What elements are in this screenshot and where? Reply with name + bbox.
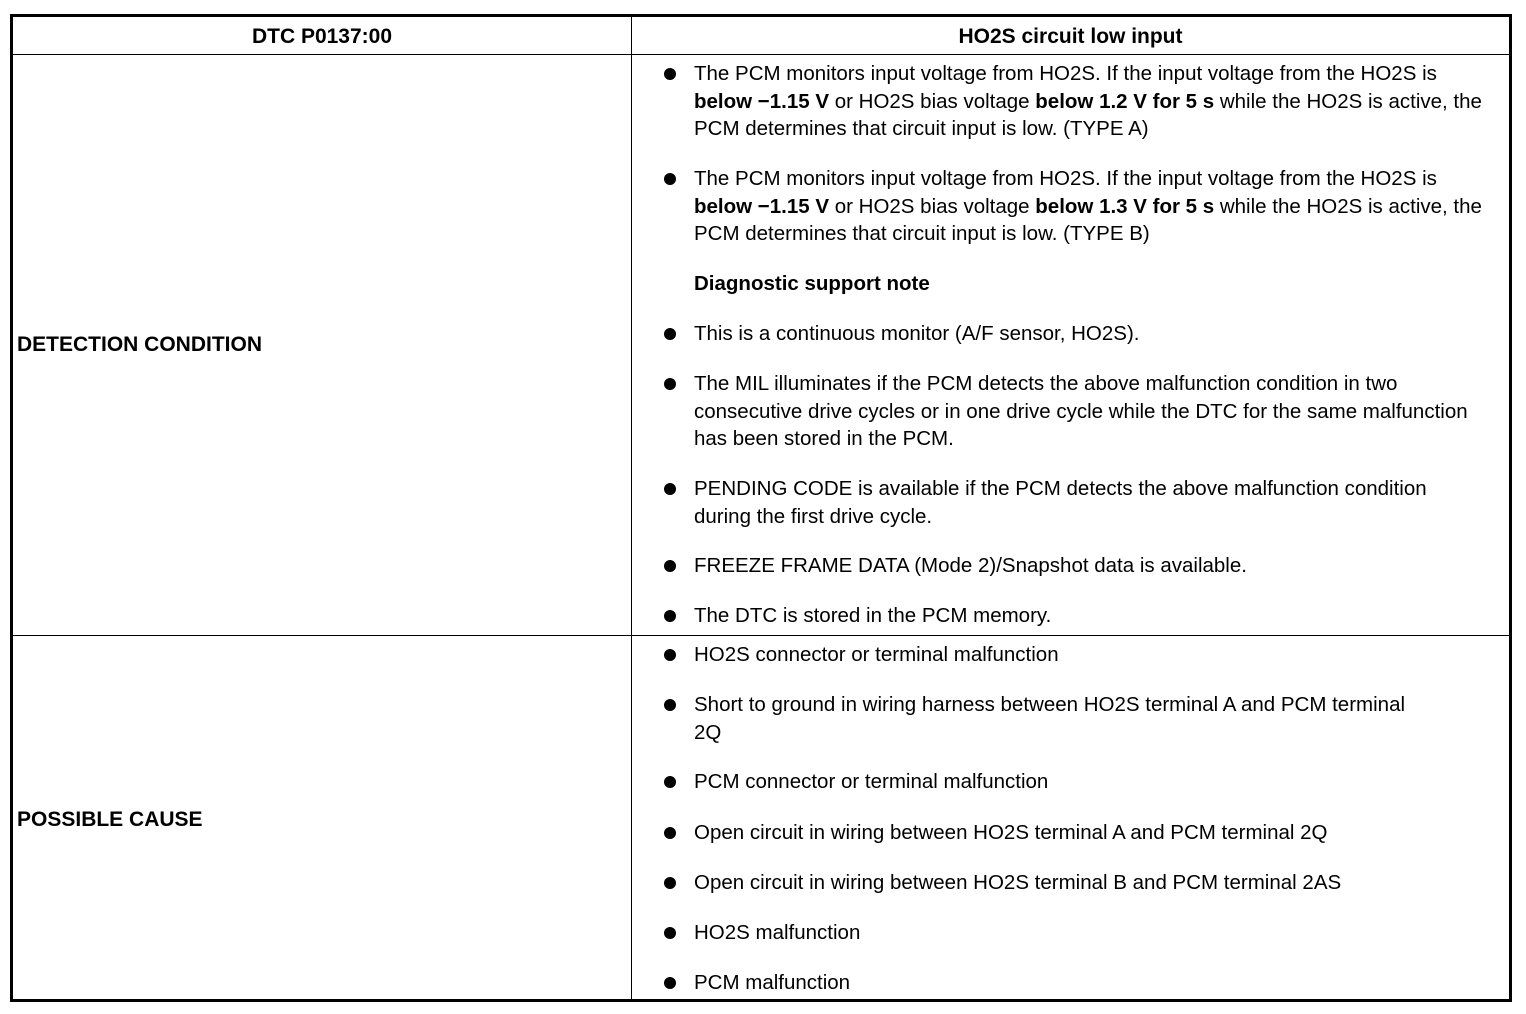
list-item-text: HO2S malfunction <box>694 921 861 944</box>
list-item-text: The MIL illuminates if the PCM detects the above malfunction condition in two consecutive drive cycles or in one drive cycle while the DTC for the same malfunction has been stored in the PCM. <box>694 372 1468 450</box>
bullet-icon <box>664 378 676 390</box>
list-item-text: PCM malfunction <box>694 971 851 994</box>
list-item-text: Open circuit in wiring between HO2S terminal A and PCM terminal 2Q <box>694 821 1328 844</box>
bullet-icon <box>664 483 676 495</box>
list-item <box>694 165 1484 248</box>
list-item <box>694 602 1484 630</box>
bullet-icon <box>664 699 676 711</box>
list-item <box>694 819 1484 847</box>
list-item <box>694 768 1484 796</box>
bullet-icon <box>664 173 676 185</box>
list-item-text: Short to ground in wiring harness between HO2S terminal A and PCM terminal 2Q <box>694 693 1406 744</box>
list-item-text: PENDING CODE is available if the PCM detects the above malfunction condition during the first drive cycle. <box>694 477 1427 528</box>
bullet-icon <box>664 877 676 889</box>
bullet-icon <box>664 328 676 340</box>
list-item <box>694 320 1484 348</box>
list-item-text: Open circuit in wiring between HO2S terminal B and PCM terminal 2AS <box>694 871 1342 894</box>
list-item-text: The DTC is stored in the PCM memory. <box>694 604 1052 627</box>
bullet-icon <box>664 776 676 788</box>
bullet-icon <box>664 977 676 989</box>
list-item <box>694 552 1484 580</box>
bullet-icon <box>664 560 676 572</box>
diagnostic-support-note-heading: Diagnostic support note <box>694 272 930 295</box>
list-item <box>694 691 1484 746</box>
list-item <box>694 919 1484 947</box>
row-divider <box>13 635 1509 636</box>
bullet-icon <box>664 68 676 80</box>
list-item <box>694 869 1484 897</box>
list-item <box>694 370 1484 453</box>
header-divider <box>13 54 1509 55</box>
detection-condition-label: DETECTION CONDITION <box>17 333 262 356</box>
list-item <box>694 60 1484 143</box>
list-item <box>694 475 1484 530</box>
bullet-icon <box>664 610 676 622</box>
bullet-icon <box>664 649 676 661</box>
possible-cause-label: POSSIBLE CAUSE <box>17 808 203 831</box>
bullet-icon <box>664 827 676 839</box>
bullet-icon <box>664 927 676 939</box>
list-item <box>694 641 1484 669</box>
detection-type-b-text: The PCM monitors input voltage from HO2S. If the input voltage from the HO2S is below −1.15 V or HO2S bias voltage below 1.3 V for 5 s while the HO2S is active, the PCM determines that circuit input is low. (TYPE B) <box>694 167 1482 245</box>
list-item <box>694 969 1484 997</box>
list-item-text: PCM connector or terminal malfunction <box>694 770 1049 793</box>
detection-type-a-text: The PCM monitors input voltage from HO2S. If the input voltage from the HO2S is below −1.15 V or HO2S bias voltage below 1.2 V for 5 s while the HO2S is active, the PCM determines that circuit input is low. (TYPE A) <box>694 62 1482 140</box>
dtc-description-header: HO2S circuit low input <box>958 25 1183 48</box>
list-item-text: This is a continuous monitor (A/F sensor, HO2S). <box>694 322 1140 345</box>
list-item-text: HO2S connector or terminal malfunction <box>694 643 1059 666</box>
dtc-code-header: DTC P0137:00 <box>251 25 393 48</box>
column-divider <box>631 17 632 999</box>
list-item-text: FREEZE FRAME DATA (Mode 2)/Snapshot data is available. <box>694 554 1247 577</box>
